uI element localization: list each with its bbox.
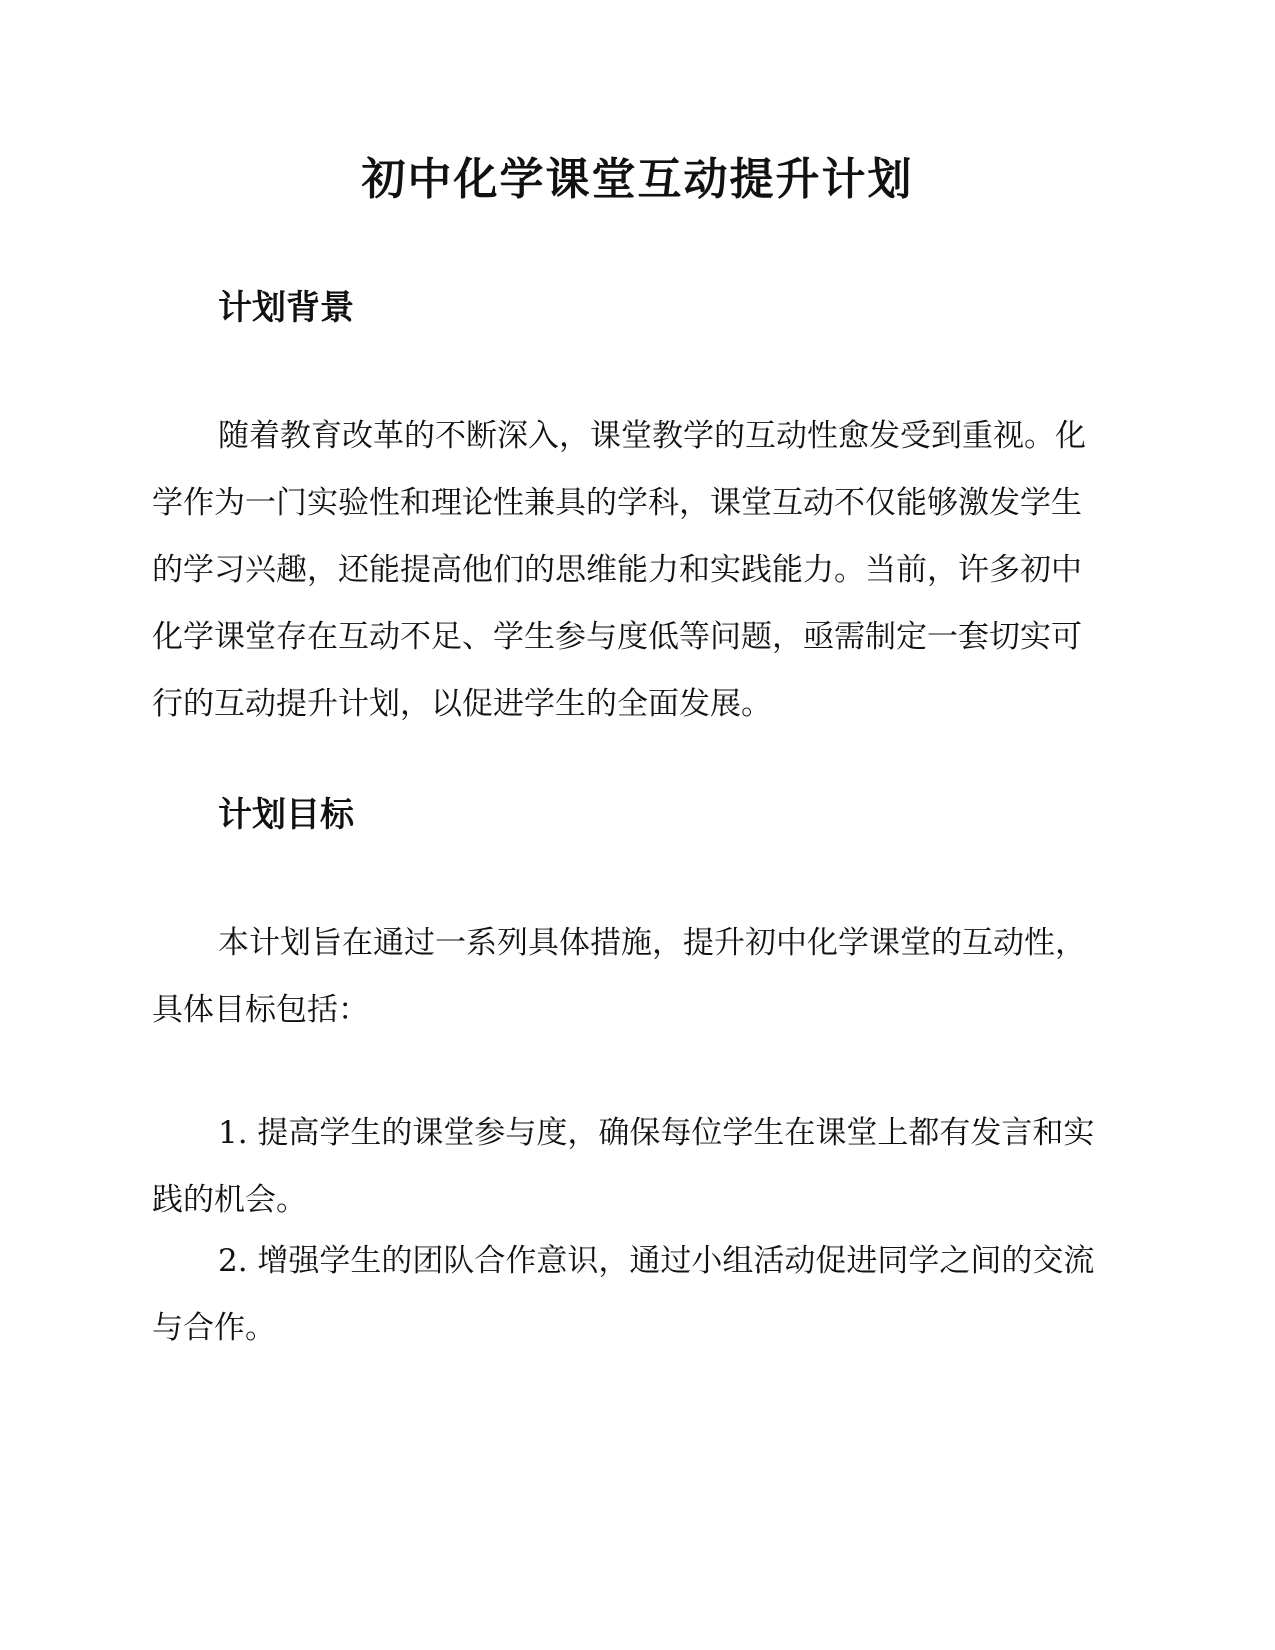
section-heading-goals: 计划目标 <box>218 795 354 835</box>
goal-item-1: 1. 提高学生的课堂参与度，确保每位学生在课堂上都有发言和实践的机会。 <box>152 1115 1095 1218</box>
background-paragraph: 随着教育改革的不断深入，课堂教学的互动性愈发受到重视。化学作为一门实验性和理论性兼具的学科，课堂互动不仅能够激发学生的学习兴趣，还能提高他们的思维能力和实践能力。当前，许多初中化学课堂存在互动不足、学生参与度低等问题，亟需制定一套切实可行的互动提升计划，以促进学生的全面发展。 <box>152 418 1086 722</box>
goal-item-2: 2. 增强学生的团队合作意识，通过小组活动促进同学之间的交流与合作。 <box>152 1243 1095 1346</box>
section-heading-background: 计划背景 <box>218 288 354 328</box>
goals-intro-paragraph: 本计划旨在通过一系列具体措施，提升初中化学课堂的互动性，具体目标包括： <box>152 925 1086 1028</box>
document-title: 初中化学课堂互动提升计划 <box>361 154 914 205</box>
